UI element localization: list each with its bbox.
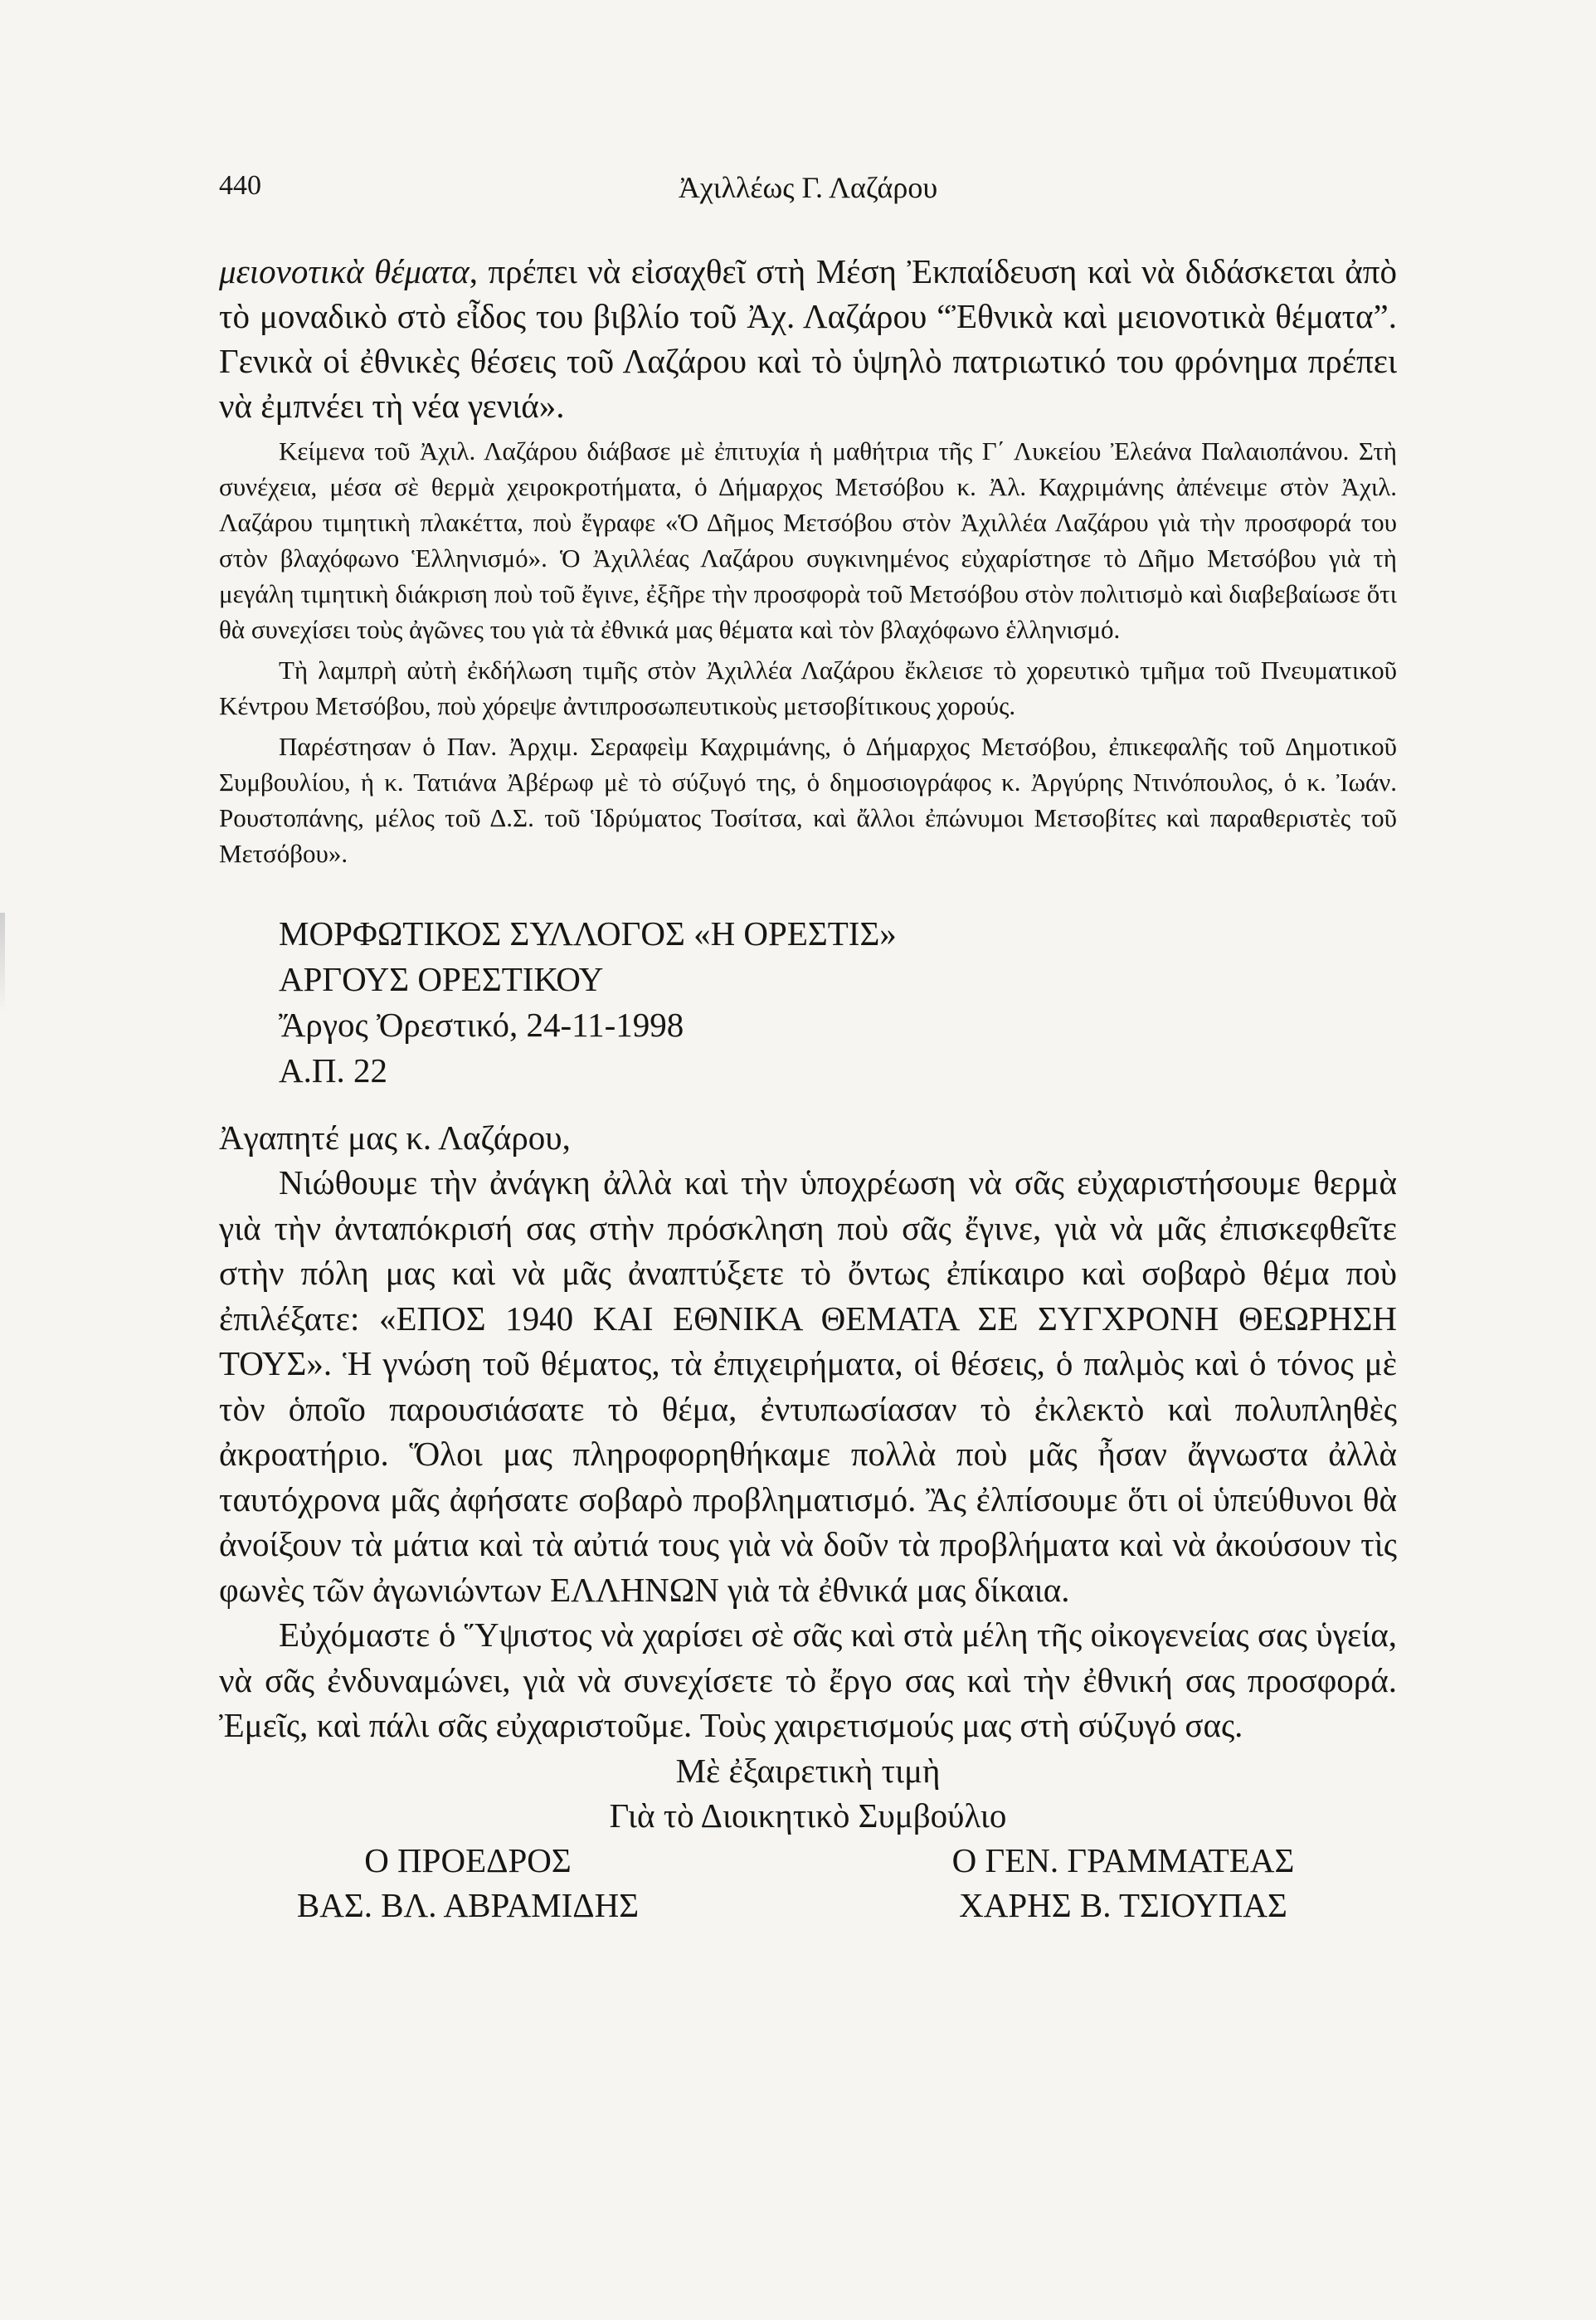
signature-president (269, 1838, 667, 1928)
report-paragraph-1: Κείμενα τοῦ Ἀχιλ. Λαζάρου διάβασε μὲ ἐπιτυχία ἡ μαθήτρια τῆς Γ΄ Λυκείου Ἐλεάνα Παλαιοπάνου. Στὴ συνέχεια, μέσα σὲ θερμὰ χειροκροτήματα, ὁ Δήμαρχος Μετσόβου κ. Ἀλ. Καχριμάνης ἀπένειμε στὸν Ἀχιλ. Λαζάρου τιμητικὴ πλακέττα, ποὺ ἔγραφε «Ὁ Δῆμος Μετσόβου στὸν Ἀχιλλέα Λαζάρου γιὰ τὴν προσφορά του στὸν βλαχόφωνο Ἑλληνισμό». Ὁ Ἀχιλλέας Λαζάρου συγκινημένος εὐχαρίστησε τὸ Δῆμο Μετσόβου γιὰ τὴ μεγάλη τιμητικὴ διάκριση ποὺ τοῦ ἔγινε, ἐξῆρε τὴν προσφορὰ τοῦ Μετσόβου στὸν πολιτισμὸ καὶ διαβεβαίωσε ὅτι θὰ συνεχίσει τοὺς ἀγῶνες του γιὰ τὰ ἐθνικά μας θέματα καὶ τὸν βλαχόφωνο ἑλληνισμό. (219, 436, 1397, 644)
running-header (219, 170, 1397, 212)
page-number: 440 (219, 170, 261, 201)
letter-header (279, 911, 1397, 1094)
president-title: Ο ΠΡΟΕΔΡΟΣ (364, 1840, 572, 1879)
report-paragraph-3: Παρέστησαν ὁ Παν. Ἀρχιμ. Σεραφεὶμ Καχριμάνης, ὁ Δήμαρχος Μετσόβου, ἐπικεφαλῆς τοῦ Δημοτικοῦ Συμβουλίου, ἡ κ. Τατιάνα Ἀβέρωφ μὲ τὸ σύζυγό της, ὁ δημοσιογράφος κ. Ἀργύρης Ντινόπουλος, ὁ κ. Ἰωάν. Ρουστοπάνης, μέλος τοῦ Δ.Σ. τοῦ Ἱδρύματος Τοσίτσα, καὶ ἄλλοι ἐπώνυμοι Μετσοβίτες καὶ παραθεριστὲς τοῦ Μετσόβου». (219, 732, 1397, 868)
running-title: Ἀχιλλέως Γ. Λαζάρου (678, 171, 938, 204)
intro-italic-lead: μειονοτικὰ θέματα (219, 252, 470, 290)
report-paragraph-2: Τὴ λαμπρὴ αὐτὴ ἐκδήλωση τιμῆς στὸν Ἀχιλλέα Λαζάρου ἔκλεισε τὸ χορευτικὸ τμῆμα τοῦ Πνευματικοῦ Κέντρου Μετσόβου, ποὺ χόρεψε ἀντιπροσωπευτικοὺς μετσοβίτικους χορούς. (219, 656, 1397, 720)
letter-paragraph-1: Νιώθουμε τὴν ἀνάγκη ἀλλὰ καὶ τὴν ὑποχρέωση νὰ σᾶς εὐχαριστήσουμε θερμὰ γιὰ τὴν ἀνταπόκρισή σας στὴν πρόσκληση ποὺ σᾶς ἔγινε, γιὰ νὰ μᾶς ἐπισκεφθεῖτε στὴν πόλη μας καὶ νὰ μᾶς ἀναπτύξετε τὸ ὄντως ἐπίκαιρο καὶ σοβαρὸ θέμα ποὺ ἐπιλέξατε: «ΕΠΟΣ 1940 ΚΑΙ ΕΘΝΙΚΑ ΘΕΜΑΤΑ ΣΕ ΣΥΓΧΡΟΝΗ ΘΕΩΡΗΣΗ ΤΟΥΣ». Ἡ γνώση τοῦ θέματος, τὰ ἐπιχειρήματα, οἱ θέσεις, ὁ παλμὸς καὶ ὁ τόνος μὲ τὸν ὁποῖο παρουσιάσατε τὸ θέμα, ἐντυπωσίασαν τὸ ἐκλεκτὸ καὶ πολυπληθὲς ἀκροατήριο. Ὅλοι μας πληροφορηθήκαμε πολλὰ ποὺ μᾶς ἦσαν ἄγνωστα ἀλλὰ ταυτόχρονα μᾶς ἀφήσατε σοβαρὸ προβληματισμό. Ἂς ἐλπίσουμε ὅτι οἱ ὑπεύθυνοι θὰ ἀνοίξουν τὰ μάτια καὶ τὰ αὐτιά τους γιὰ νὰ δοῦν τὰ προβλήματα καὶ νὰ ἀκούσουν τὶς φωνὲς τῶν ἀγωνιώντων ΕΛΛΗΝΩΝ γιὰ τὰ ἐθνικά μας δίκαια. (219, 1163, 1397, 1609)
letter-salutation: Ἀγαπητέ μας κ. Λαζάρου, (219, 1119, 571, 1157)
closing-line-2: Γιὰ τὸ Διοικητικὸ Συμβούλιο (609, 1796, 1007, 1835)
intro-text: , πρέπει νὰ εἰσαχθεῖ στὴ Μέση Ἐκπαίδευση καὶ νὰ διδάσκεται ἀπὸ τὸ μοναδικὸ στὸ εἶδος του βιβλίο τοῦ Ἀχ. Λαζάρου “Ἐθνικὰ καὶ μειονοτικὰ θέματα”. Γενικὰ οἱ ἐθνικὲς θέσεις τοῦ Λαζάρου καὶ τὸ ὑψηλὸ πατριωτικό του φρόνημα πρέπει νὰ ἐμπνέει τὴ νέα γενιά». (219, 252, 1397, 425)
letter-header-line-3: Ἄργος Ὀρεστικό, 24-11-1998 (279, 1006, 684, 1044)
letter-body (219, 1160, 1397, 1748)
secretary-name: ΧΑΡΗΣ Β. ΤΣΙΟΥΠΑΣ (959, 1885, 1287, 1924)
letter-paragraph-2: Εὐχόμαστε ὁ Ὕψιστος νὰ χαρίσει σὲ σᾶς καὶ στὰ μέλη τῆς οἰκογενείας σας ὑγεία, νὰ σᾶς ἐνδυναμώνει, γιὰ νὰ συνεχίσετε τὸ ἔργο σας καὶ τὴν ἐθνική σας προσφορά. Ἐμεῖς, καὶ πάλι σᾶς εὐχαριστοῦμε. Τοὺς χαιρετισμούς μας στὴ σύζυγό σας. (219, 1616, 1397, 1744)
intro-paragraph (219, 249, 1397, 428)
letter-header-line-4: Α.Π. 22 (279, 1051, 387, 1089)
closing-line-1: Μὲ ἐξαιρετικὴ τιμὴ (675, 1751, 941, 1790)
signature-block (219, 1838, 1397, 1929)
secretary-title: Ο ΓΕΝ. ΓΡΑΜΜΑΤΕΑΣ (951, 1840, 1295, 1879)
letter-header-line-1: ΜΟΡΦΩΤΙΚΟΣ ΣΥΛΛΟΓΟΣ «Η ΟΡΕΣΤΙΣ» (279, 914, 897, 953)
page-body (219, 249, 1397, 1929)
president-name: ΒΑΣ. ΒΛ. ΑΒΡΑΜΙΔΗΣ (296, 1885, 640, 1924)
letter-header-line-2: ΑΡΓΟΥΣ ΟΡΕΣΤΙΚΟΥ (279, 960, 604, 998)
scan-edge-mark (0, 913, 5, 1012)
signature-secretary (891, 1838, 1355, 1928)
letter-closing (219, 1748, 1397, 1838)
